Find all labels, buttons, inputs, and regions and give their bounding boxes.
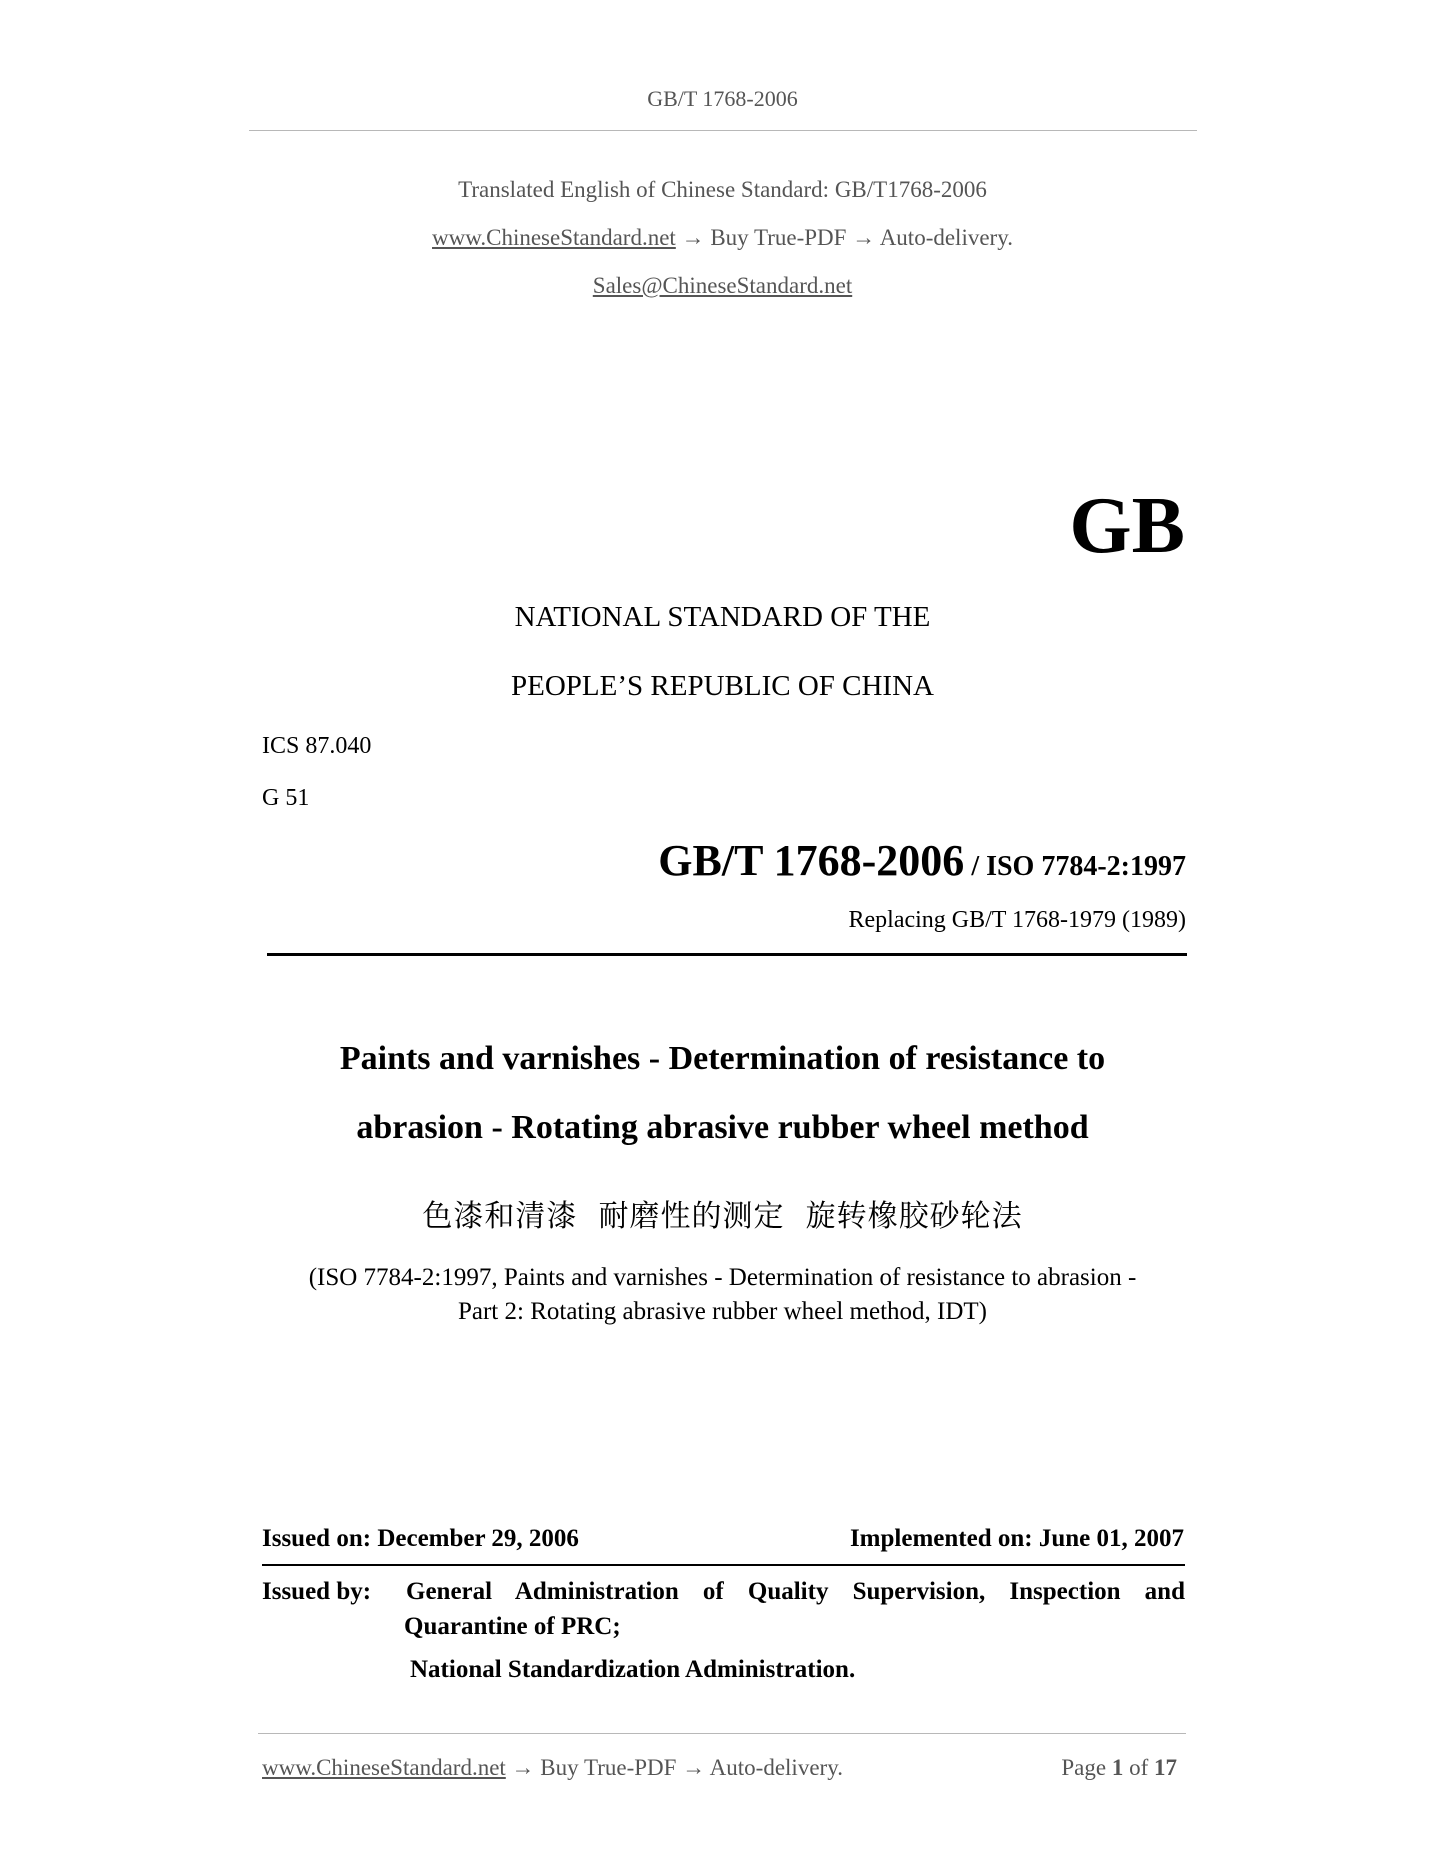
promo-line xyxy=(0,225,1445,251)
iso-note-line-1: (ISO 7784-2:1997, Paints and varnishes - Determination of resistance to abrasion - xyxy=(308,1264,1137,1291)
header-divider xyxy=(249,130,1197,131)
total-pages: 17 xyxy=(1154,1755,1177,1780)
footer-site-link[interactable]: www.ChineseStandard.net xyxy=(262,1755,506,1780)
page-label: Page xyxy=(1061,1755,1107,1780)
buy-pdf-text: Buy True-PDF xyxy=(710,225,847,250)
sales-email-link[interactable]: Sales@ChineseStandard.net xyxy=(592,273,853,298)
national-standard-line-2: PEOPLE’S REPUBLIC OF CHINA xyxy=(511,670,934,702)
gb-mark: GB xyxy=(1069,482,1185,570)
arrow-right-icon: → xyxy=(681,225,705,250)
page-number: 1 xyxy=(1111,1755,1124,1780)
of-label: of xyxy=(1129,1755,1149,1780)
site-link[interactable]: www.ChineseStandard.net xyxy=(432,225,676,250)
title-cn: 色漆和清漆 耐磨性的测定 旋转橡胶砂轮法 xyxy=(422,1199,1023,1234)
issued-on: Issued on: December 29, 2006 xyxy=(262,1525,579,1552)
arrow-right-icon: → xyxy=(682,1755,706,1780)
footer-buy-text: Buy True-PDF xyxy=(540,1755,677,1780)
title-divider xyxy=(267,953,1187,956)
footer-delivery-text: Auto-delivery. xyxy=(709,1755,843,1780)
issued-by-line-2: Quarantine of PRC; xyxy=(404,1613,621,1640)
national-standard-line-1: NATIONAL STANDARD OF THE xyxy=(514,601,931,633)
running-header: GB/T 1768-2006 xyxy=(647,86,798,111)
issue-divider xyxy=(262,1564,1185,1566)
implemented-on: Implemented on: June 01, 2007 xyxy=(849,1525,1184,1552)
iso-equivalent: / ISO 7784-2:1997 xyxy=(964,851,1186,882)
iso-note-line-2: Part 2: Rotating abrasive rubber wheel method, IDT) xyxy=(457,1298,988,1325)
translation-notice: Translated English of Chinese Standard: GB/T1768-2006 xyxy=(458,177,987,202)
footer-divider xyxy=(258,1733,1186,1734)
ics-code: ICS 87.040 xyxy=(262,733,372,759)
sales-line xyxy=(0,273,1445,299)
issued-by-line-1: General Administration of Quality Supervision, Inspection and xyxy=(406,1578,1185,1605)
issued-by-line-3: National Standardization Administration. xyxy=(410,1656,856,1683)
gb-standard-number: GB/T 1768-2006 xyxy=(658,836,965,885)
page-indicator xyxy=(1061,1755,1177,1781)
arrow-right-icon: → xyxy=(511,1755,535,1780)
title-en-line-2: abrasion - Rotating abrasive rubber wheel method xyxy=(356,1109,1089,1146)
ccs-code: G 51 xyxy=(262,785,310,811)
title-en-line-1: Paints and varnishes - Determination of resistance to xyxy=(339,1040,1106,1077)
auto-delivery-text: Auto-delivery. xyxy=(879,225,1013,250)
issued-by-label: Issued by: xyxy=(262,1578,372,1605)
footer-promo xyxy=(262,1755,843,1781)
replacing-note: Replacing GB/T 1768-1979 (1989) xyxy=(848,907,1186,933)
standard-number xyxy=(658,835,1186,886)
arrow-right-icon: → xyxy=(852,225,876,250)
